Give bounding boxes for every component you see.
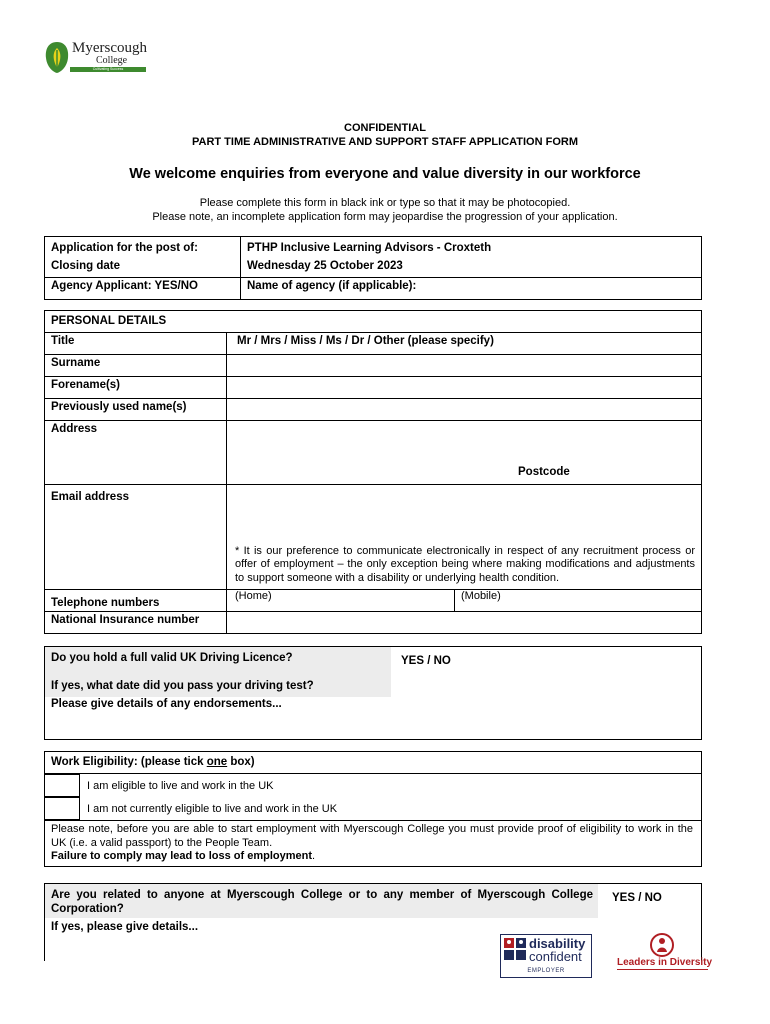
eligibility-note: Please note, before you are able to start employment with Myerscough College you must provide proof of eligibility to work in the UK (i.e. a valid passport) to the People Team. [51, 823, 693, 849]
leaders-in-diversity-icon [649, 932, 675, 958]
postcode-label: Postcode [518, 466, 570, 478]
title-label: Title [45, 333, 227, 355]
dc-line1: disability [529, 936, 586, 951]
logo-strap-text: Cultivating Success [92, 67, 124, 71]
related-question: Are you related to anyone at Myerscough College or to any member of Myerscough College Corporation? [51, 889, 593, 915]
eligibility-heading [51, 756, 255, 768]
post-table [44, 236, 702, 300]
driving-licence-box [44, 646, 702, 740]
address-field[interactable] [227, 421, 702, 485]
eligibility-heading-pre: Work Eligibility: (please tick [51, 756, 207, 768]
logo-name: Myerscough [72, 40, 147, 56]
endorsements-question: Please give details of any endorsements... [51, 698, 282, 710]
surname-field[interactable] [227, 355, 702, 377]
work-eligibility-box [44, 751, 702, 867]
eligible-option-label: I am eligible to live and work in the UK [87, 780, 274, 792]
title-options[interactable]: Mr / Mrs / Miss / Ms / Dr / Other (please specify) [227, 333, 702, 355]
logo-strap [70, 67, 146, 72]
driving-test-date-question: If yes, what date did you pass your driving test? [51, 680, 314, 692]
eligibility-heading-post: box) [227, 756, 255, 768]
college-logo [44, 40, 154, 76]
eligibility-warning-end: . [312, 850, 316, 862]
telephone-label: Telephone numbers [45, 590, 227, 612]
ni-label: National Insurance number [45, 612, 227, 634]
agency-name-cell[interactable]: Name of agency (if applicable): [241, 278, 702, 300]
confidential-label: CONFIDENTIAL [344, 122, 426, 134]
forenames-field[interactable] [227, 377, 702, 399]
agency-applicant-cell[interactable]: Agency Applicant: YES/NO [45, 278, 241, 300]
post-values-cell [241, 237, 702, 278]
not-eligible-checkbox[interactable] [44, 797, 80, 820]
closing-date-value: Wednesday 25 October 2023 [247, 260, 403, 272]
welcome-heading: We welcome enquiries from everyone and value diversity in our workforce [129, 166, 641, 182]
disability-confident-icon [504, 938, 526, 966]
mobile-label: (Mobile) [461, 590, 501, 602]
post-labels-cell [45, 237, 241, 278]
home-label: (Home) [235, 590, 272, 602]
related-details: If yes, please give details... [51, 921, 199, 933]
disability-confident-badge [500, 934, 592, 978]
leaders-in-diversity-badge [615, 932, 713, 972]
dc-line3: EMPLOYER [527, 968, 565, 974]
previous-names-label: Previously used name(s) [45, 399, 227, 421]
myerscough-crest-icon [44, 40, 70, 74]
eligible-checkbox[interactable] [44, 774, 80, 797]
lid-underline [617, 969, 708, 970]
email-field[interactable] [227, 485, 702, 590]
home-phone-field[interactable] [227, 590, 455, 612]
post-value: PTHP Inclusive Learning Advisors - Croxteth [247, 242, 492, 254]
ni-field[interactable] [227, 612, 702, 634]
email-label: Email address [45, 485, 227, 590]
logo-sub: College [96, 55, 128, 66]
forenames-label: Forename(s) [45, 377, 227, 399]
address-label: Address [45, 421, 227, 485]
eligibility-warning-text: Failure to comply may lead to loss of employment [51, 850, 313, 862]
instruction-ink: Please complete this form in black ink or type so that it may be photocopied. [199, 197, 571, 209]
driving-licence-question: Do you hold a full valid UK Driving Licence? [51, 652, 293, 664]
eligibility-divider [44, 773, 702, 774]
related-box [44, 883, 702, 961]
lid-label: Leaders in Diversity [617, 957, 713, 968]
eligibility-warning [51, 850, 315, 862]
surname-label: Surname [45, 355, 227, 377]
driving-yes-no[interactable]: YES / NO [401, 655, 451, 667]
related-yes-no[interactable]: YES / NO [612, 892, 662, 904]
personal-details-heading: PERSONAL DETAILS [45, 311, 702, 333]
form-title: PART TIME ADMINISTRATIVE AND SUPPORT STAFF APPLICATION FORM [191, 136, 578, 148]
email-note: * It is our preference to communicate electronically in respect of any recruitment process or offer of employment – the only exception being where making modifications and adjustments to support someone with a disability or underlying health condition. [235, 544, 695, 584]
mobile-phone-field[interactable] [455, 590, 702, 612]
closing-date-label: Closing date [51, 260, 121, 272]
eligibility-heading-emphasis: one [206, 756, 228, 768]
eligibility-divider-2 [44, 820, 702, 821]
not-eligible-option-label: I am not currently eligible to live and work in the UK [87, 803, 338, 815]
dc-line2: confident [529, 949, 582, 964]
previous-names-field[interactable] [227, 399, 702, 421]
instruction-incomplete: Please note, an incomplete application form may jeopardise the progression of your application. [152, 211, 618, 223]
post-label: Application for the post of: [51, 242, 198, 254]
personal-details-table [44, 310, 702, 634]
